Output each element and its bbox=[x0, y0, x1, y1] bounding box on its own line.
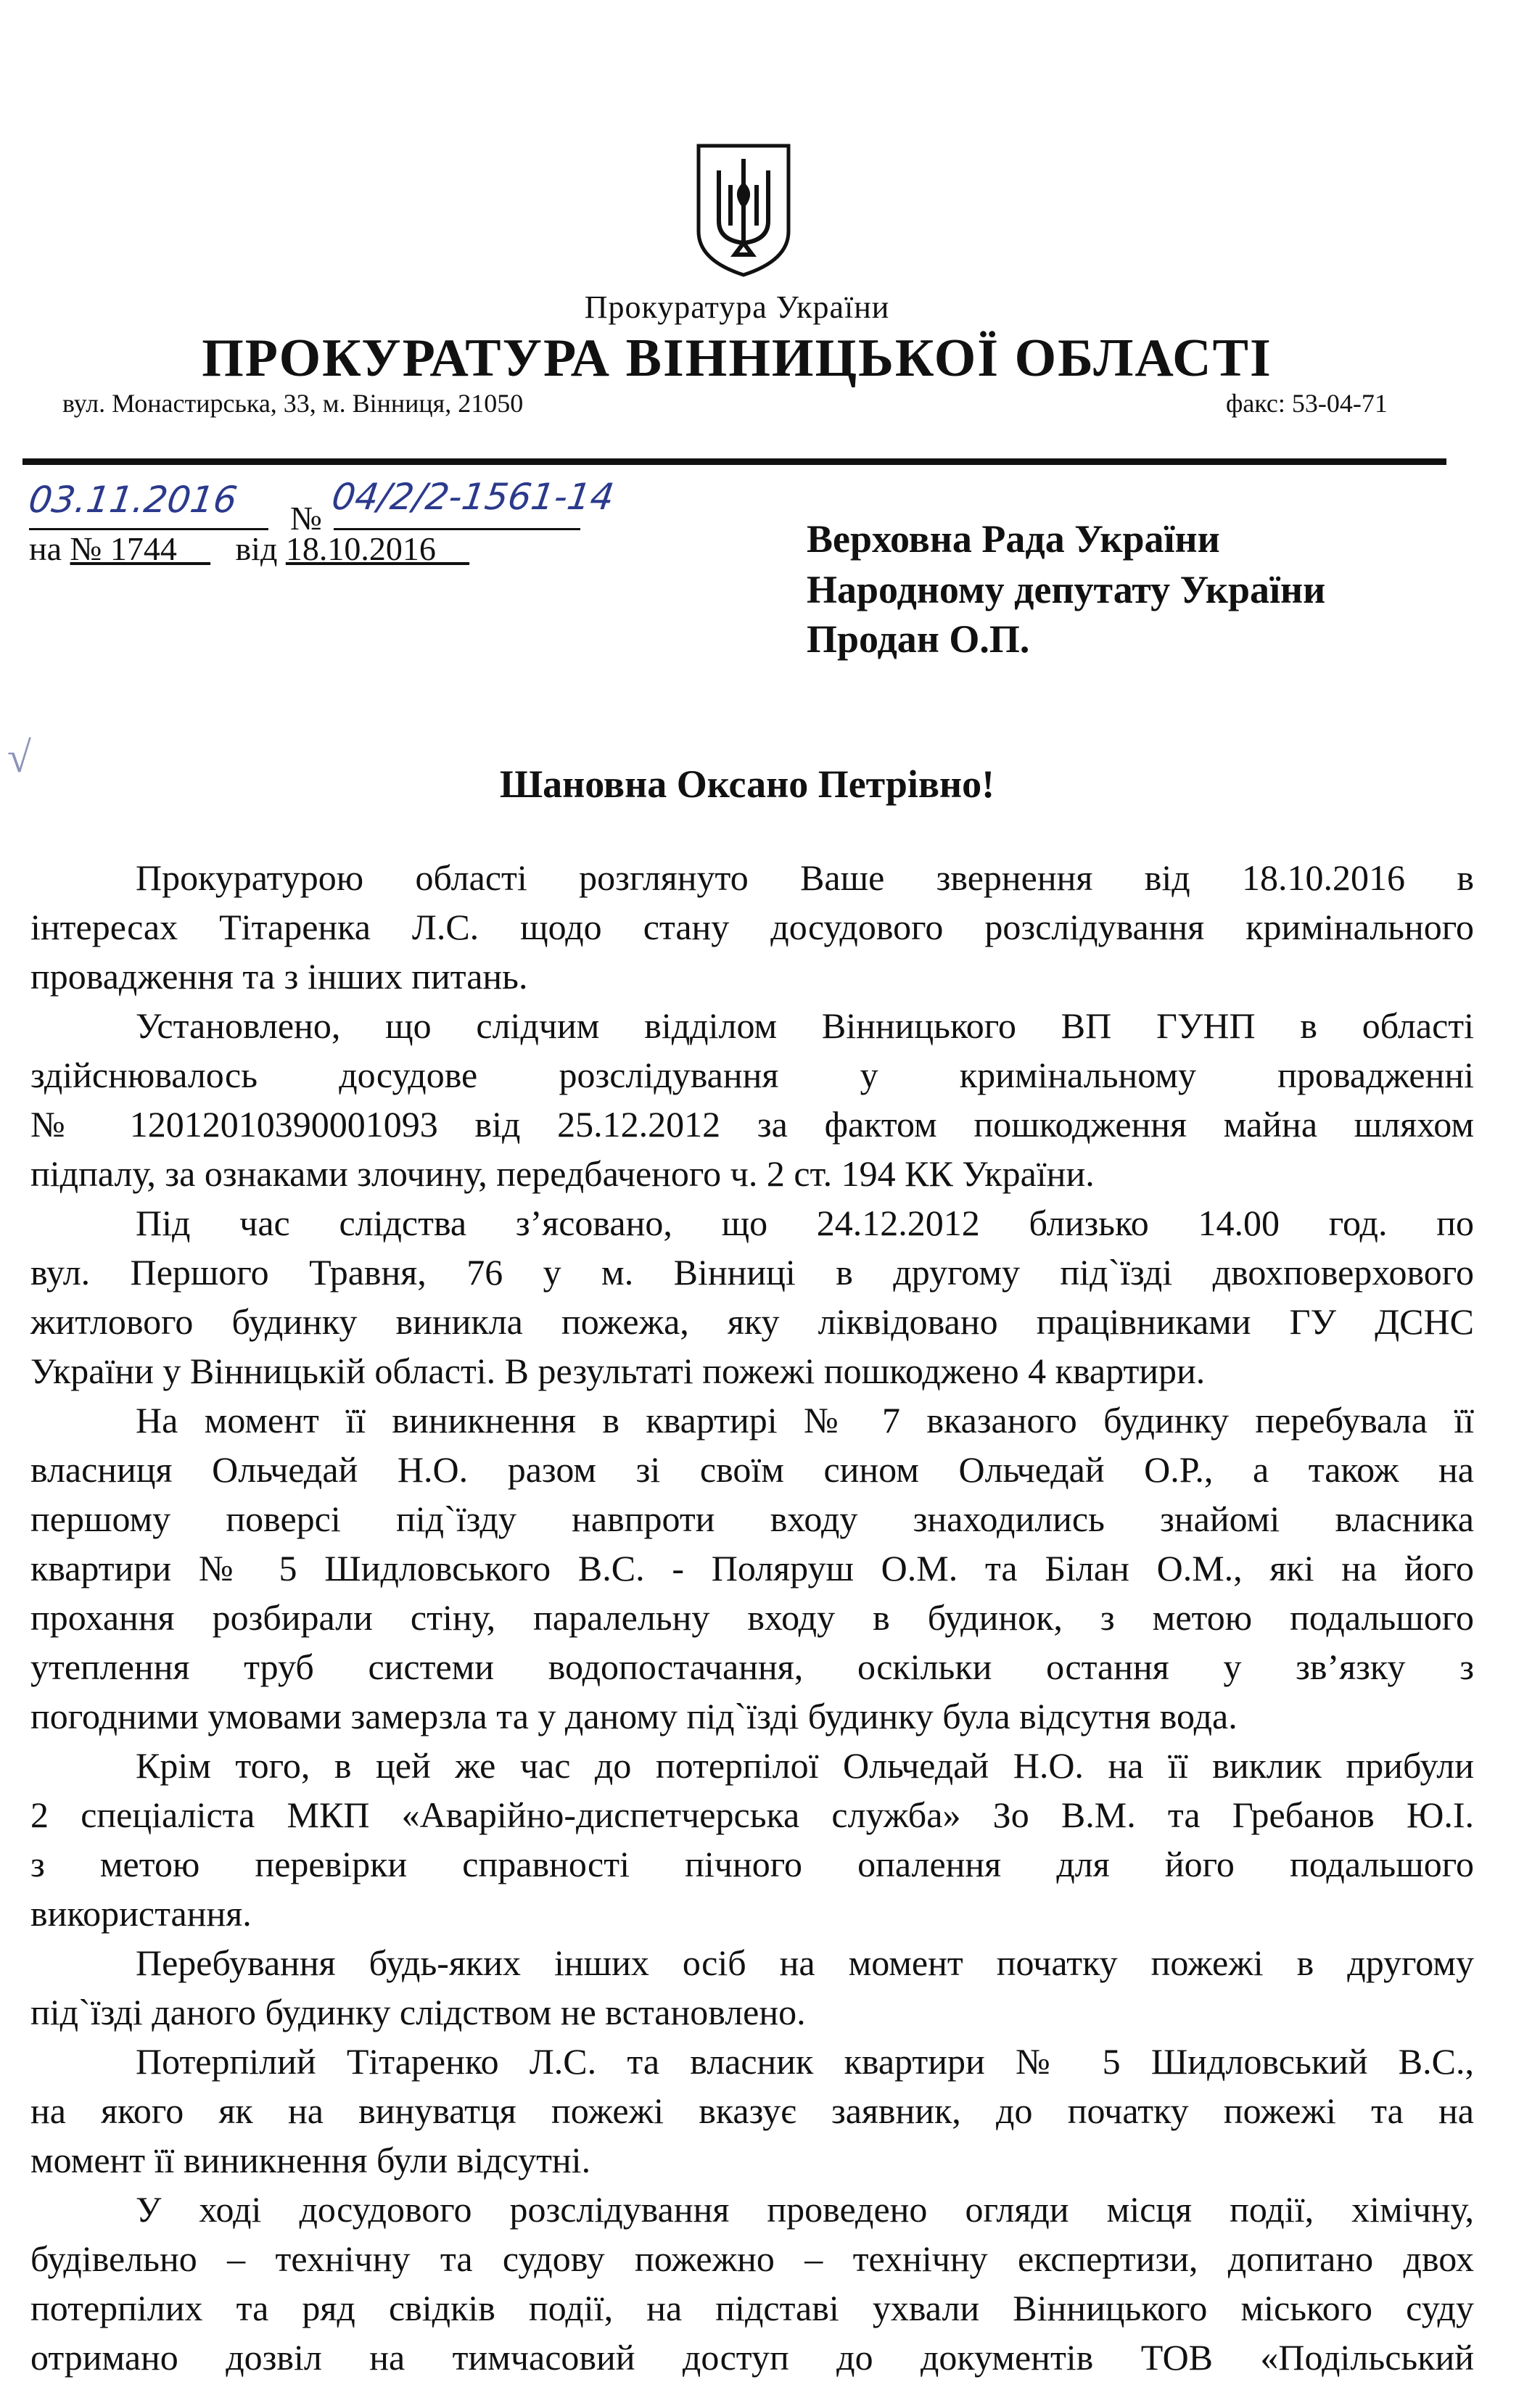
text-line: з метою перевірки справності пічного опалення для його подальшого bbox=[30, 1844, 1474, 1884]
text-line: Установлено, що слідчим відділом Вінницького ВП ГУНП в області bbox=[136, 1005, 1474, 1046]
text-line: провадження та з інших питань. bbox=[30, 956, 528, 997]
org-fax: факс: 53-04-71 bbox=[1226, 389, 1388, 418]
text-line: квартири № 5 Шидловського В.С. - Поляруш О.М. та Білан О.М., які на його bbox=[30, 1548, 1474, 1588]
paragraph bbox=[30, 2185, 1474, 2382]
text-line: на якого як на винуватця пожежі вказує заявник, до початку пожежі та на bbox=[30, 2090, 1474, 2131]
text-line: погодними умовами замерзла та у даному під`їзді будинку була відсутня вода. bbox=[30, 1696, 1238, 1736]
text-line: Крім того, в цей же час до потерпілої Ольчедай Н.О. на її виклик прибули bbox=[136, 1745, 1474, 1786]
text-line: утеплення труб системи водопостачання, оскільки остання у зв’язку з bbox=[30, 1647, 1474, 1687]
paragraph bbox=[30, 1396, 1474, 1741]
text-line: будівельно – технічну та судову пожежно – технічну експертизи, допитано двох bbox=[30, 2238, 1474, 2279]
text-line: прохання розбирали стіну, паралельну входу в будинок, з метою подальшого bbox=[30, 1597, 1474, 1638]
paragraph bbox=[30, 2037, 1474, 2185]
outgoing-date: 03.11.2016 bbox=[25, 479, 240, 521]
ref-prefix: на bbox=[29, 530, 70, 567]
outgoing-number: 04/2/2-1561-14 bbox=[329, 476, 617, 518]
text-line: № 12012010390001093 від 25.12.2012 за фактом пошкодження майна шляхом bbox=[30, 1104, 1474, 1145]
text-line: під`їзді даного будинку слідством не встановлено. bbox=[30, 1992, 806, 2032]
reference-row bbox=[29, 529, 469, 568]
addressee-line: Продан О.П. bbox=[807, 617, 1030, 661]
text-line: 2 спеціаліста МКП «Аварійно-диспетчерська служба» Зо В.М. та Гребанов Ю.І. bbox=[30, 1794, 1474, 1835]
ref-number: № 1744__ bbox=[70, 530, 210, 567]
text-line: Під час слідства з’ясовано, що 24.12.2012 близько 14.00 год. по bbox=[136, 1203, 1474, 1243]
margin-check-mark: √ bbox=[7, 733, 31, 781]
paragraph bbox=[30, 1001, 1474, 1198]
org-title: ПРОКУРАТУРА ВІННИЦЬКОЇ ОБЛАСТІ bbox=[202, 329, 1272, 388]
text-line: підпалу, за ознаками злочину, передбаченого ч. 2 ст. 194 КК України. bbox=[30, 1153, 1095, 1194]
text-line: власниця Ольчедай Н.О. разом зі своїм сином Ольчедай О.Р., а також на bbox=[30, 1449, 1474, 1490]
text-line: Потерпілий Тітаренко Л.С. та власник квартири № 5 Шидловський В.С., bbox=[136, 2041, 1474, 2082]
addressee-line: Верховна Рада України bbox=[807, 517, 1220, 561]
paragraph bbox=[30, 1198, 1474, 1396]
ref-date: 18.10.2016__ bbox=[285, 530, 469, 567]
header-divider bbox=[22, 458, 1446, 465]
text-line: Прокуратурою області розглянуто Ваше звернення від 18.10.2016 в bbox=[136, 857, 1474, 898]
coat-of-arms-emblem bbox=[693, 141, 794, 279]
letter-body bbox=[30, 853, 1474, 2382]
paragraph bbox=[30, 1741, 1474, 1938]
number-sign: № bbox=[290, 500, 322, 537]
text-line: інтересах Тітаренка Л.С. щодо стану досудового розслідування кримінального bbox=[30, 907, 1474, 947]
ref-from: від bbox=[210, 530, 286, 567]
text-line: отримано дозвіл на тимчасовий доступ до документів ТОВ «Подільський bbox=[30, 2337, 1474, 2378]
addressee-line: Народному депутату України bbox=[807, 568, 1326, 611]
text-line: житлового будинку виникла пожежа, яку ліквідовано працівниками ГУ ДСНС bbox=[30, 1301, 1474, 1342]
text-line: першому поверсі під`їзду навпроти входу знаходились знайомі власника bbox=[30, 1499, 1474, 1539]
text-line: потерпілих та ряд свідків події, на підставі ухвали Вінницького міського суду bbox=[30, 2288, 1474, 2328]
text-line: вул. Першого Травня, 76 у м. Вінниці в другому під`їзді двохповерхового bbox=[30, 1252, 1474, 1293]
text-line: У ході досудового розслідування проведено огляди місця події, хімічну, bbox=[136, 2189, 1474, 2230]
text-line: Перебування будь-яких інших осіб на момент початку пожежі в другому bbox=[136, 1942, 1474, 1983]
text-line: На момент її виникнення в квартирі № 7 вказаного будинку перебувала її bbox=[136, 1400, 1474, 1441]
text-line: здійснювалось досудове розслідування у кримінальному провадженні bbox=[30, 1055, 1474, 1095]
text-line: момент її виникнення були відсутні. bbox=[30, 2140, 591, 2180]
greeting: Шановна Оксано Петрівно! bbox=[499, 762, 995, 806]
org-address: вул. Монастирська, 33, м. Вінниця, 21050 bbox=[62, 389, 524, 418]
paragraph bbox=[30, 853, 1474, 1001]
text-line: України у Вінницькій області. В результаті пожежі пошкоджено 4 квартири. bbox=[30, 1351, 1206, 1391]
text-line: використання. bbox=[30, 1893, 252, 1934]
paragraph bbox=[30, 1938, 1474, 2037]
org-subtitle: Прокуратура України bbox=[584, 289, 890, 325]
